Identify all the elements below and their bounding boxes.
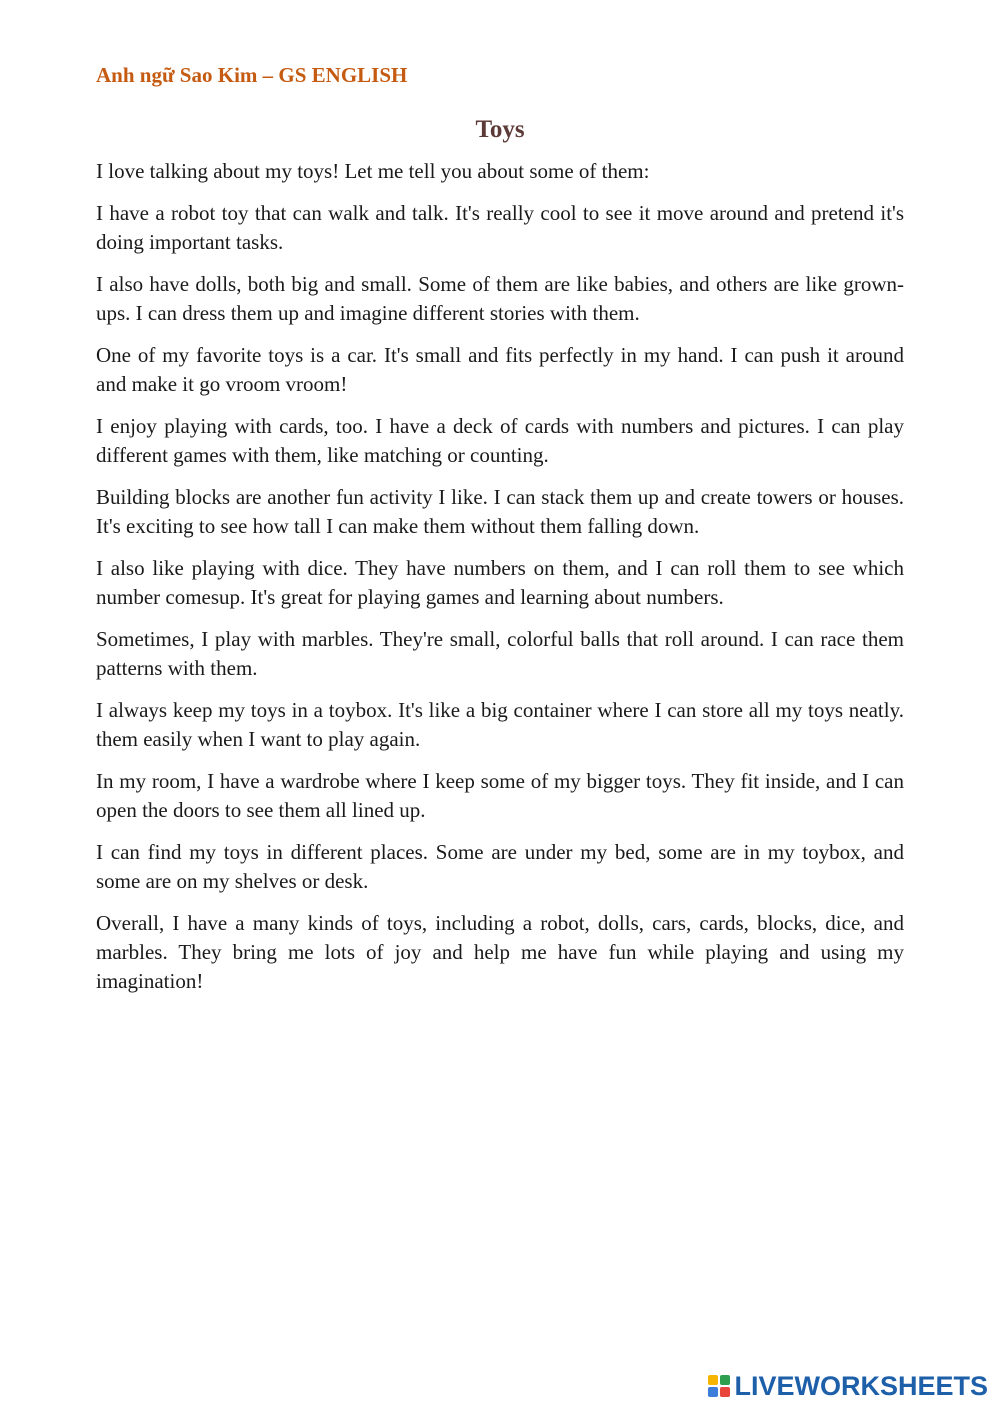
- paragraph: I love talking about my toys! Let me tell you about some of them:: [96, 159, 650, 183]
- document-body: [96, 157, 904, 1009]
- logo-square: [720, 1375, 730, 1385]
- paragraph: One of my favorite toys is a car. It's small and fits perfectly in my hand. I can push it around and make it go vroom vroom!: [96, 343, 904, 396]
- logo-square: [708, 1375, 718, 1385]
- paragraph: I also like playing with dice. They have numbers on them, and I can roll them to see which number comesup. It's great for playing games and learning about numbers.: [96, 556, 904, 609]
- paragraph: I always keep my toys in a toybox. It's like a big container where I can store all my toys neatly. them easily when I want to play again.: [96, 698, 904, 751]
- logo-text: LIVEWORKSHEETS: [734, 1370, 988, 1401]
- document-title: Toys: [475, 116, 525, 143]
- paragraph: Overall, I have a many kinds of toys, including a robot, dolls, cars, cards, blocks, dice, and marbles. They bring me lots of joy and help me have fun while playing and using my imagination!: [96, 911, 904, 993]
- liveworksheets-logo-icon: [708, 1375, 730, 1397]
- paragraph: I enjoy playing with cards, too. I have a deck of cards with numbers and pictures. I can play different games with them, like matching or counting.: [96, 414, 904, 467]
- logo-square: [708, 1387, 718, 1397]
- paragraph: I also have dolls, both big and small. Some of them are like babies, and others are like grown-ups. I can dress them up and imagine different stories with them.: [96, 272, 904, 325]
- liveworksheets-logo: [708, 1368, 988, 1404]
- logo-square: [720, 1387, 730, 1397]
- brand-header: Anh ngữ Sao Kim – GS ENGLISH: [96, 63, 408, 87]
- paragraph: I can find my toys in different places. Some are under my bed, some are in my toybox, and some are on my shelves or desk.: [96, 840, 904, 893]
- paragraph: Sometimes, I play with marbles. They're small, colorful balls that roll around. I can race them patterns with them.: [96, 627, 904, 680]
- paragraph: In my room, I have a wardrobe where I keep some of my bigger toys. They fit inside, and I can open the doors to see them all lined up.: [96, 769, 904, 822]
- paragraph: Building blocks are another fun activity I like. I can stack them up and create towers or houses. It's exciting to see how tall I can make them without them falling down.: [96, 485, 904, 538]
- paragraph: I have a robot toy that can walk and talk. It's really cool to see it move around and pretend it's doing important tasks.: [96, 201, 904, 254]
